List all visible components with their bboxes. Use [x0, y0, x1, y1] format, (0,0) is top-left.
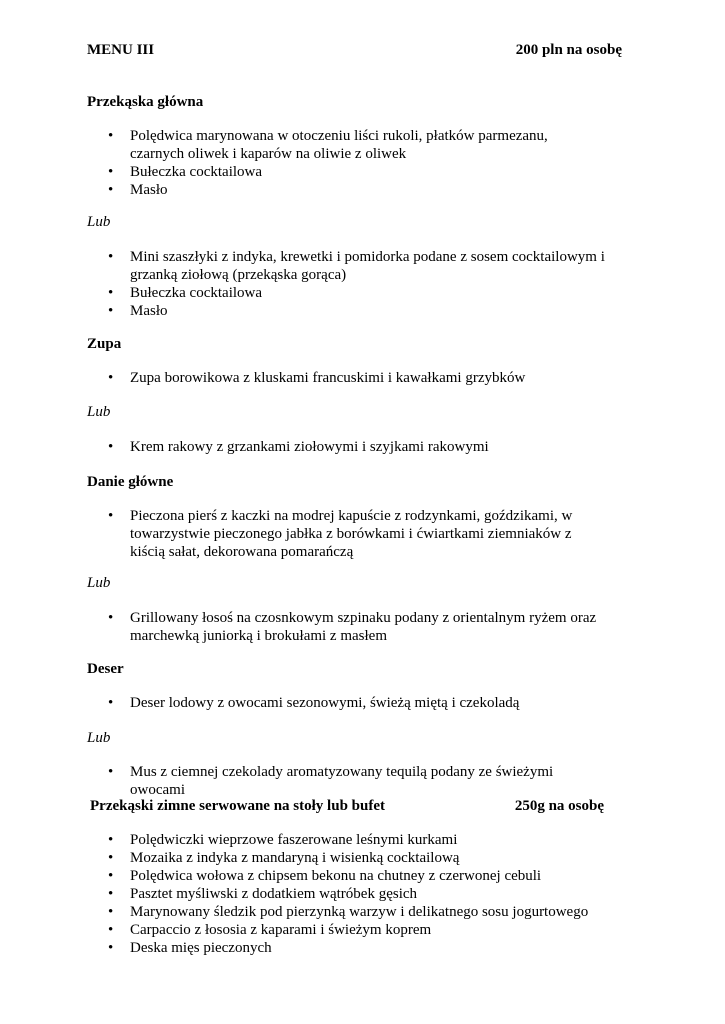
bullet-icon: •: [108, 508, 114, 524]
bullet-icon: •: [108, 249, 114, 265]
bullet-icon: •: [108, 764, 114, 780]
bullet-icon: •: [108, 695, 114, 711]
list-item: [0, 163, 605, 181]
section-title-zimne: Przekąski zimne serwowane na stoły lub bufet: [90, 798, 385, 814]
bullet-icon: •: [108, 439, 114, 455]
bullet-icon: •: [108, 128, 114, 144]
list-item: [0, 885, 605, 903]
list-item: [0, 939, 605, 957]
list-item-text: Mini szaszłyki z indyka, krewetki i pomidorka podane z sosem cocktailowym i grzanką ziołową (przekąska gorąca): [130, 249, 605, 283]
menu-header: [87, 41, 622, 59]
list-item: [0, 849, 605, 867]
przekaska-list-1: [0, 127, 605, 199]
list-item: [0, 831, 605, 849]
list-item-text: Masło: [130, 182, 168, 198]
danie-list-2: [0, 609, 605, 645]
list-item-text: Mozaika z indyka z mandaryną i wisienką cocktailową: [130, 850, 460, 866]
list-item: [0, 609, 605, 645]
list-item-text: Marynowany śledzik pod pierzynką warzyw i delikatnego sosu jogurtowego: [130, 904, 589, 920]
list-item: [0, 438, 605, 456]
deser-list-1: [0, 694, 605, 712]
section-title-deser: Deser: [87, 661, 124, 677]
bullet-icon: •: [108, 850, 114, 866]
bullet-icon: •: [108, 285, 114, 301]
przekaska-list-2: [0, 248, 605, 320]
danie-list-1: [0, 507, 605, 561]
bullet-icon: •: [108, 940, 114, 956]
bullet-icon: •: [108, 868, 114, 884]
bullet-icon: •: [108, 164, 114, 180]
list-item-text: Polędwica wołowa z chipsem bekonu na chutney z czerwonej cebuli: [130, 868, 542, 884]
list-item-text: Polędwiczki wieprzowe faszerowane leśnymi kurkami: [130, 832, 458, 848]
list-item: [0, 903, 605, 921]
bullet-icon: •: [108, 610, 114, 626]
list-item: [0, 369, 605, 387]
list-item-text: Deser lodowy z owocami sezonowymi, świeżą miętą i czekoladą: [130, 695, 520, 711]
list-item: [0, 867, 605, 885]
list-item: [0, 284, 605, 302]
list-item-text: Zupa borowikowa z kluskami francuskimi i kawałkami grzybków: [130, 370, 526, 386]
or-label: Lub: [87, 404, 111, 420]
list-item-text: Deska mięs pieczonych: [130, 940, 272, 956]
zimne-header: [90, 797, 604, 815]
list-item: [0, 181, 605, 199]
list-item: [0, 127, 605, 163]
bullet-icon: •: [108, 922, 114, 938]
list-item: [0, 763, 605, 799]
list-item-text: Pieczona pierś z kaczki na modrej kapuście z rodzynkami, goździkami, w towarzystwie pieczonego jabłka z borówkami i ćwiartkami ziemniaków z kiścią sałat, dekorowana pomarańczą: [130, 508, 573, 560]
list-item-text: Pasztet myśliwski z dodatkiem wątróbek gęsich: [130, 886, 418, 902]
list-item: [0, 302, 605, 320]
zupa-list-2: [0, 438, 605, 456]
zupa-list-1: [0, 369, 605, 387]
list-item-text: Masło: [130, 303, 168, 319]
list-item-text: Bułeczka cocktailowa: [130, 164, 263, 180]
bullet-icon: •: [108, 370, 114, 386]
section-title-danie: Danie główne: [87, 474, 174, 490]
section-title-zupa: Zupa: [87, 336, 122, 352]
list-item-text: Carpaccio z łososia z kaparami i świeżym koprem: [130, 922, 432, 938]
menu-price: 200 pln na osobę: [515, 42, 622, 58]
bullet-icon: •: [108, 904, 114, 920]
list-item: [0, 921, 605, 939]
bullet-icon: •: [108, 182, 114, 198]
list-item-text: Krem rakowy z grzankami ziołowymi i szyjkami rakowymi: [130, 439, 489, 455]
list-item: [0, 507, 605, 561]
list-item-text: Bułeczka cocktailowa: [130, 285, 263, 301]
list-item: [0, 694, 605, 712]
section-title-przekaska: Przekąska główna: [87, 94, 204, 110]
bullet-icon: •: [108, 303, 114, 319]
bullet-icon: •: [108, 886, 114, 902]
list-item-text: Mus z ciemnej czekolady aromatyzowany tequilą podany ze świeżymi owocami: [130, 764, 554, 798]
or-label: Lub: [87, 730, 111, 746]
list-item-text: Polędwica marynowana w otoczeniu liści rukoli, płatków parmezanu, czarnych oliwek i kaparów na oliwie z oliwek: [130, 128, 548, 162]
zimne-amount: 250g na osobę: [514, 798, 604, 814]
list-item-text: Grillowany łosoś na czosnkowym szpinaku podany z orientalnym ryżem oraz marchewką juniorką i brokułami z masłem: [130, 610, 597, 644]
zimne-list: [0, 831, 605, 957]
deser-list-2: [0, 763, 605, 799]
bullet-icon: •: [108, 832, 114, 848]
or-label: Lub: [87, 214, 111, 230]
or-label: Lub: [87, 575, 111, 591]
list-item: [0, 248, 605, 284]
menu-title: MENU III: [87, 42, 155, 58]
